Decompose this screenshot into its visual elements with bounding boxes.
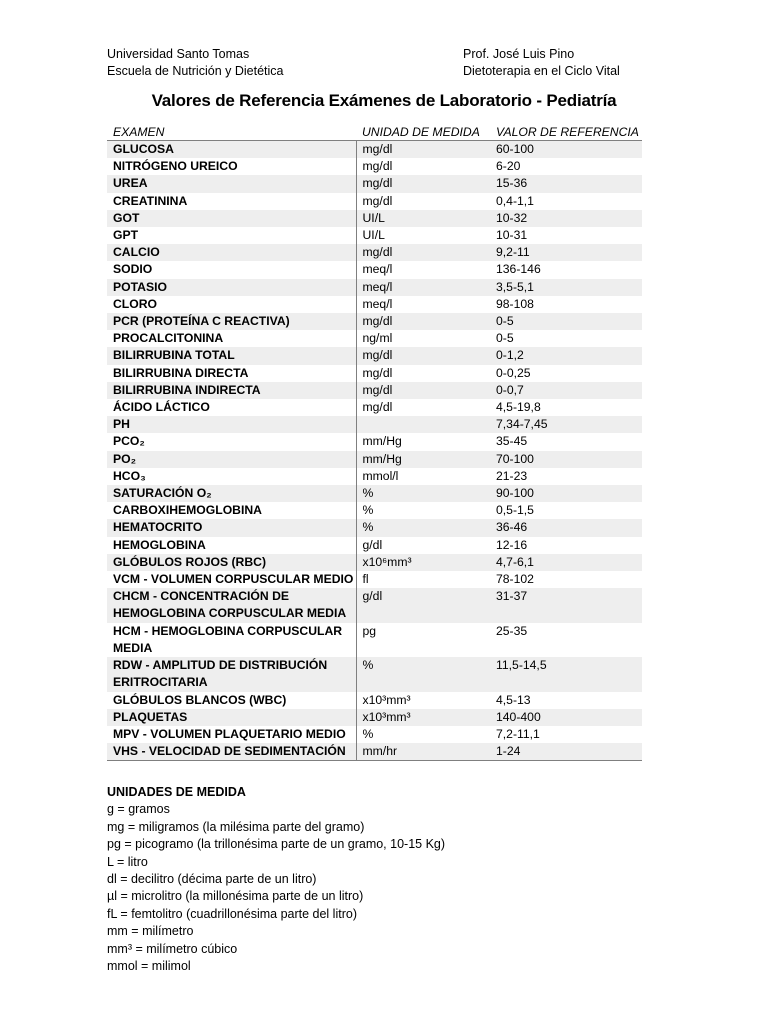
header-left — [107, 46, 283, 80]
table-row — [107, 330, 642, 347]
reference-value-cell: 78-102 — [490, 571, 642, 588]
exam-cell: PCO₂ — [107, 433, 356, 450]
unit-cell: % — [356, 657, 490, 691]
exam-cell: VCM - VOLUMEN CORPUSCULAR MEDIO — [107, 571, 356, 588]
unit-cell: mmol/l — [356, 468, 490, 485]
unit-cell: x10³mm³ — [356, 709, 490, 726]
unit-cell: % — [356, 502, 490, 519]
unit-cell: x10³mm³ — [356, 692, 490, 709]
table-row — [107, 623, 642, 657]
reference-value-cell: 140-400 — [490, 709, 642, 726]
exam-cell: HEMOGLOBINA — [107, 537, 356, 554]
table-row — [107, 193, 642, 210]
table-row — [107, 537, 642, 554]
exam-cell: SATURACIÓN O₂ — [107, 485, 356, 502]
table-row — [107, 709, 642, 726]
reference-value-cell: 7,34-7,45 — [490, 416, 642, 433]
exam-cell: GLÓBULOS BLANCOS (WBC) — [107, 692, 356, 709]
table-row — [107, 416, 642, 433]
table-row — [107, 502, 642, 519]
unit-cell: % — [356, 485, 490, 502]
unit-cell: mg/dl — [356, 158, 490, 175]
reference-value-cell: 7,2-11,1 — [490, 726, 642, 743]
reference-value-cell: 6-20 — [490, 158, 642, 175]
reference-value-cell: 0-0,7 — [490, 382, 642, 399]
reference-value-cell: 98-108 — [490, 296, 642, 313]
table-row — [107, 313, 642, 330]
table-row — [107, 158, 642, 175]
table-row — [107, 227, 642, 244]
exam-cell: POTASIO — [107, 279, 356, 296]
unit-cell: mg/dl — [356, 313, 490, 330]
exam-cell: BILIRRUBINA TOTAL — [107, 347, 356, 364]
reference-value-cell: 35-45 — [490, 433, 642, 450]
reference-value-cell: 90-100 — [490, 485, 642, 502]
reference-value-cell: 0,4-1,1 — [490, 193, 642, 210]
unit-cell: ng/ml — [356, 330, 490, 347]
exam-cell: UREA — [107, 175, 356, 192]
unit-cell: x10⁶mm³ — [356, 554, 490, 571]
professor-name: Prof. José Luis Pino — [463, 47, 575, 61]
unit-cell: mg/dl — [356, 382, 490, 399]
unit-cell: UI/L — [356, 227, 490, 244]
reference-value-cell: 4,5-19,8 — [490, 399, 642, 416]
table-row — [107, 571, 642, 588]
unit-cell: mg/dl — [356, 399, 490, 416]
reference-value-cell: 0-0,25 — [490, 365, 642, 382]
column-header-reference: VALOR DE REFERENCIA — [490, 123, 642, 141]
exam-cell: GPT — [107, 227, 356, 244]
units-list — [107, 801, 445, 975]
unit-definition: g = gramos — [107, 802, 170, 817]
unit-cell: mg/dl — [356, 365, 490, 382]
table-row — [107, 519, 642, 536]
exam-cell: SODIO — [107, 261, 356, 278]
exam-cell: CARBOXIHEMOGLOBINA — [107, 502, 356, 519]
reference-value-cell: 21-23 — [490, 468, 642, 485]
unit-cell: UI/L — [356, 210, 490, 227]
exam-cell: CLORO — [107, 296, 356, 313]
reference-value-cell: 12-16 — [490, 537, 642, 554]
column-header-unit: UNIDAD DE MEDIDA — [356, 123, 490, 141]
reference-value-cell: 4,7-6,1 — [490, 554, 642, 571]
table-row — [107, 347, 642, 364]
units-legend — [107, 784, 445, 975]
exam-cell: PCR (PROTEÍNA C REACTIVA) — [107, 313, 356, 330]
table-row — [107, 743, 642, 761]
table-row — [107, 451, 642, 468]
table-row — [107, 399, 642, 416]
table-header-row — [107, 123, 642, 141]
reference-value-cell: 31-37 — [490, 588, 642, 622]
exam-cell: CREATININA — [107, 193, 356, 210]
table-row — [107, 554, 642, 571]
reference-value-cell: 10-31 — [490, 227, 642, 244]
reference-value-cell: 4,5-13 — [490, 692, 642, 709]
exam-cell: GLUCOSA — [107, 141, 356, 159]
unit-definition: pg = picogramo (la trillonésima parte de un gramo, 10-15 Kg) — [107, 837, 446, 852]
reference-value-cell: 3,5-5,1 — [490, 279, 642, 296]
unit-definition: mm³ = milímetro cúbico — [107, 941, 238, 956]
unit-cell: mm/Hg — [356, 433, 490, 450]
unit-cell: g/dl — [356, 588, 490, 622]
exam-cell: PH — [107, 416, 356, 433]
page-title: Valores de Referencia Exámenes de Laboratorio - Pediatría — [151, 91, 617, 110]
exam-cell: PLAQUETAS — [107, 709, 356, 726]
exam-cell: MPV - VOLUMEN PLAQUETARIO MEDIO — [107, 726, 356, 743]
table-row — [107, 279, 642, 296]
unit-cell: % — [356, 519, 490, 536]
unit-cell: mm/Hg — [356, 451, 490, 468]
school-name: Escuela de Nutrición y Dietética — [107, 64, 284, 78]
reference-value-cell: 0-1,2 — [490, 347, 642, 364]
table-row — [107, 296, 642, 313]
exam-cell: BILIRRUBINA DIRECTA — [107, 365, 356, 382]
course-name: Dietoterapia en el Ciclo Vital — [463, 64, 620, 78]
exam-cell: PROCALCITONINA — [107, 330, 356, 347]
unit-definition: dl = decilitro (décima parte de un litro) — [107, 872, 317, 887]
exam-cell: RDW - AMPLITUD DE DISTRIBUCIÓN ERITROCITARIA — [107, 657, 356, 691]
exam-cell: ÁCIDO LÁCTICO — [107, 399, 356, 416]
table-row — [107, 657, 642, 691]
reference-value-cell: 1-24 — [490, 743, 642, 761]
reference-value-cell: 15-36 — [490, 175, 642, 192]
table-row — [107, 726, 642, 743]
units-heading: UNIDADES DE MEDIDA — [107, 785, 246, 799]
unit-definition: mmol = milimol — [107, 959, 191, 974]
unit-cell: meq/l — [356, 261, 490, 278]
reference-value-cell: 10-32 — [490, 210, 642, 227]
exam-cell: NITRÓGENO UREICO — [107, 158, 356, 175]
exam-cell: CALCIO — [107, 244, 356, 261]
university-name: Universidad Santo Tomas — [107, 47, 250, 61]
table-row — [107, 244, 642, 261]
table-row — [107, 210, 642, 227]
table-row — [107, 588, 642, 622]
table-body — [107, 141, 642, 761]
reference-value-cell: 0-5 — [490, 330, 642, 347]
exam-cell: PO₂ — [107, 451, 356, 468]
unit-cell — [356, 416, 490, 433]
reference-value-cell: 9,2-11 — [490, 244, 642, 261]
exam-cell: GLÓBULOS ROJOS (RBC) — [107, 554, 356, 571]
table-row — [107, 692, 642, 709]
reference-values-table — [107, 123, 642, 761]
table-row — [107, 468, 642, 485]
unit-cell: mg/dl — [356, 244, 490, 261]
unit-cell: meq/l — [356, 296, 490, 313]
exam-cell: VHS - VELOCIDAD DE SEDIMENTACIÓN — [107, 743, 356, 761]
exam-cell: CHCM - CONCENTRACIÓN DE HEMOGLOBINA CORPUSCULAR MEDIA — [107, 588, 356, 622]
table-row — [107, 485, 642, 502]
reference-value-cell: 36-46 — [490, 519, 642, 536]
unit-cell: g/dl — [356, 537, 490, 554]
column-header-exam: EXAMEN — [107, 123, 356, 141]
exam-cell: HCO₃ — [107, 468, 356, 485]
reference-value-cell: 60-100 — [490, 141, 642, 159]
unit-cell: meq/l — [356, 279, 490, 296]
reference-value-cell: 0,5-1,5 — [490, 502, 642, 519]
table-row — [107, 433, 642, 450]
table-row — [107, 365, 642, 382]
unit-cell: mg/dl — [356, 347, 490, 364]
unit-cell: fl — [356, 571, 490, 588]
table-row — [107, 141, 642, 159]
exam-cell: BILIRRUBINA INDIRECTA — [107, 382, 356, 399]
unit-definition: mg = miligramos (la milésima parte del gramo) — [107, 819, 365, 834]
reference-value-cell: 70-100 — [490, 451, 642, 468]
unit-cell: pg — [356, 623, 490, 657]
exam-cell: HEMATOCRITO — [107, 519, 356, 536]
unit-definition: L = litro — [107, 854, 148, 869]
table-row — [107, 175, 642, 192]
reference-value-cell: 25-35 — [490, 623, 642, 657]
header-right — [463, 46, 620, 80]
unit-cell: mg/dl — [356, 175, 490, 192]
reference-value-cell: 11,5-14,5 — [490, 657, 642, 691]
unit-cell: % — [356, 726, 490, 743]
exam-cell: HCM - HEMOGLOBINA CORPUSCULAR MEDIA — [107, 623, 356, 657]
exam-cell: GOT — [107, 210, 356, 227]
unit-cell: mm/hr — [356, 743, 490, 761]
table-row — [107, 382, 642, 399]
unit-definition: µl = microlitro (la millonésima parte de un litro) — [107, 889, 364, 904]
unit-cell: mg/dl — [356, 193, 490, 210]
unit-definition: mm = milímetro — [107, 924, 194, 939]
unit-definition: fL = femtolitro (cuadrillonésima parte del litro) — [107, 906, 357, 921]
reference-value-cell: 0-5 — [490, 313, 642, 330]
reference-value-cell: 136-146 — [490, 261, 642, 278]
unit-cell: mg/dl — [356, 141, 490, 159]
table-row — [107, 261, 642, 278]
